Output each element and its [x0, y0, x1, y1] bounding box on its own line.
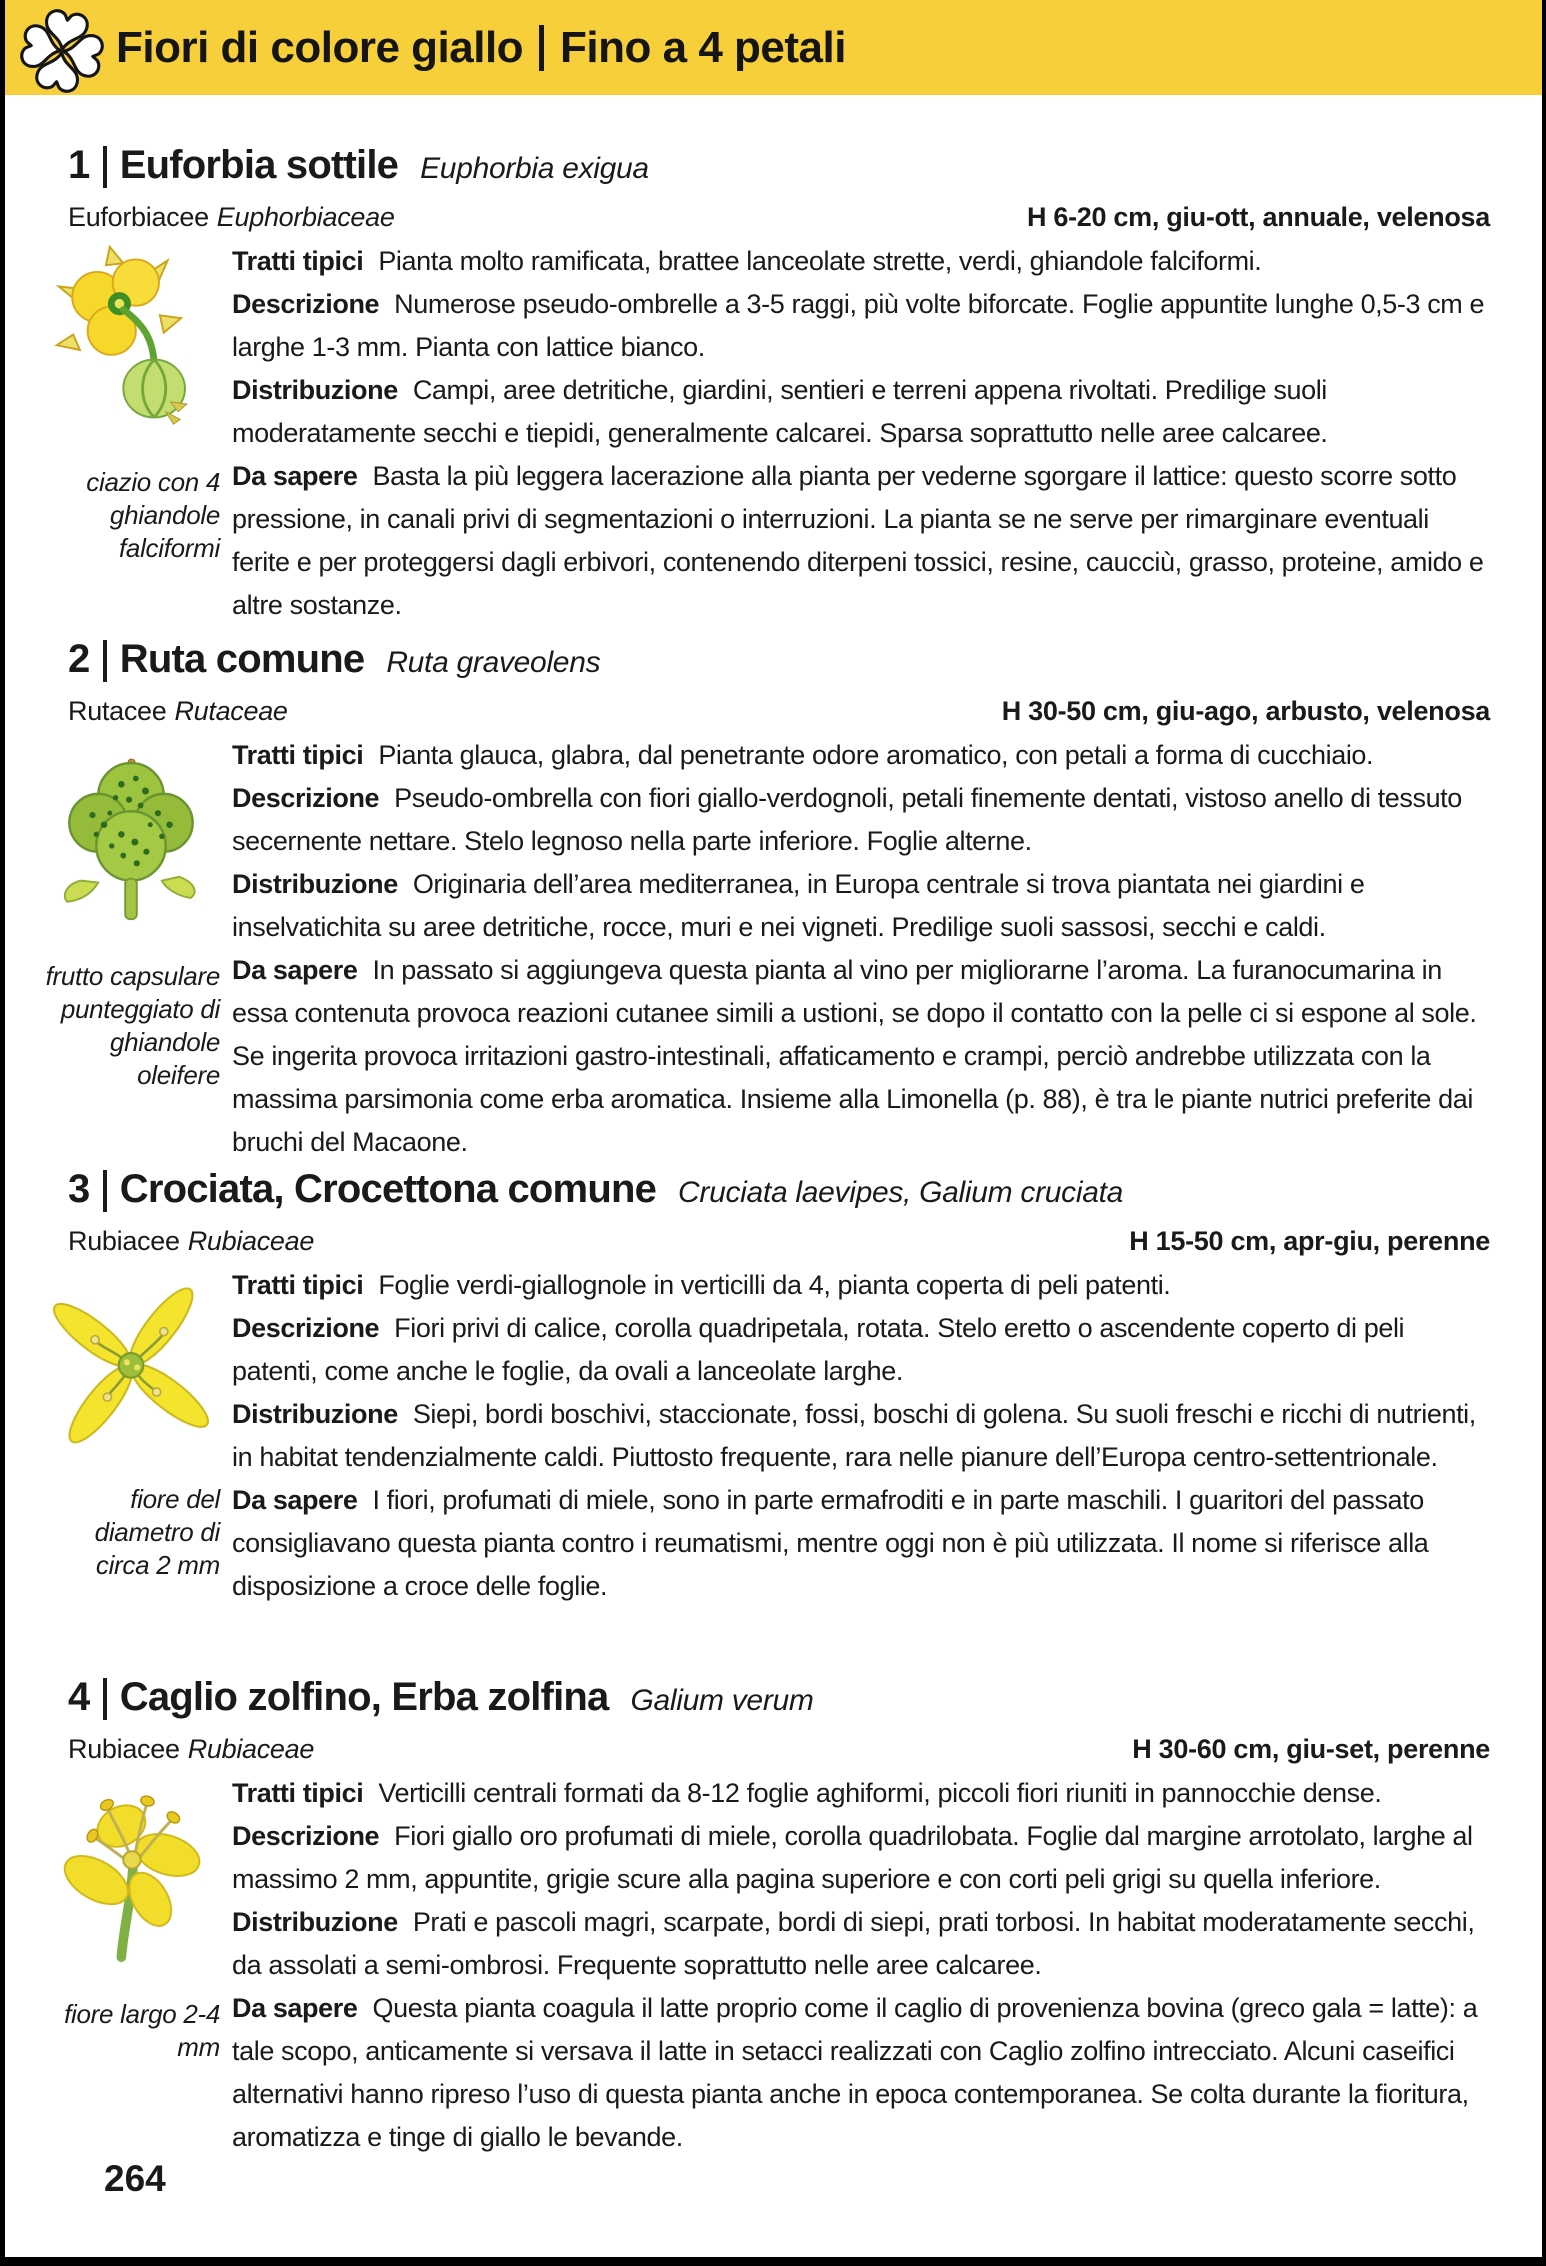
- paragraph-label: Da sapere: [232, 955, 358, 985]
- family-italian: Rutacee: [68, 696, 167, 726]
- paragraph-label: Distribuzione: [232, 375, 398, 405]
- paragraph-text: Fiori privi di calice, corolla quadripetala, rotata. Stelo eretto o ascendente coperto di peli patenti, come anche le foglie, da ovali a lanceolate larghe.: [232, 1313, 1405, 1386]
- paragraph-tratti-tipici: [232, 1264, 1490, 1307]
- entry-number-separator: [103, 146, 107, 188]
- entry-info: H 30-50 cm, giu-ago, arbusto, velenosa: [1001, 696, 1490, 726]
- entry-title: [68, 632, 1490, 690]
- paragraph-tratti-tipici: [232, 734, 1490, 777]
- scientific-name: Galium verum: [630, 1684, 814, 1717]
- paragraph-text: I fiori, profumati di miele, sono in parte ermafroditi e in parte maschili. I guaritori del passato consigliavano questa pianta contro i reumatismi, mentre oggi non è più utilizzata. Il nome si riferisce alla disposizione a croce delle foglie.: [232, 1485, 1429, 1601]
- paragraph-da-sapere: [232, 1987, 1490, 2159]
- entry-head: [40, 138, 1490, 238]
- paragraph-descrizione: [232, 1307, 1490, 1393]
- family-row: [68, 1220, 1490, 1262]
- paragraph-text: In passato si aggiungeva questa pianta al vino per migliorarne l’aroma. La furanocumarina in essa contenuta provoca reazioni cutanee simili a ustioni, se dopo il contatto con la pelle ci si espone al sole. Se ingerita provoca irritazioni gastro-intestinali, affaticamento e crampi, perciò andrebbe utilizzata con la massima parsimonia come erba aromatica. Insieme alla Limonella (p. 88), è tra le piante nutrici preferite dai bruchi del Macaone.: [232, 955, 1477, 1157]
- entry-name: Caglio zolfino, Erba zolfina: [119, 1675, 609, 1719]
- paragraph-text: Numerose pseudo-ombrelle a 3-5 raggi, più volte biforcate. Foglie appuntite lunghe 0,5-3 cm e larghe 1-3 mm. Pianta con lattice bianco.: [232, 289, 1485, 362]
- entry-number-separator: [103, 1678, 107, 1720]
- figure-caption: frutto capsulare punteggiato di ghiandole oleifere: [45, 961, 220, 1090]
- entry-euforbia-sottile: [40, 138, 1490, 627]
- figure-column: [40, 1264, 232, 1608]
- entry-head: [40, 632, 1490, 732]
- entry-number-separator: [103, 1170, 107, 1212]
- paragraph-da-sapere: [232, 455, 1490, 627]
- paragraph-descrizione: [232, 283, 1490, 369]
- illustration-crociata-flower: [49, 1268, 213, 1473]
- illustration-caglio-flower: [49, 1776, 213, 1988]
- entry-body: [40, 1772, 1490, 2159]
- figure-caption: ciazio con 4 ghiandole falciformi: [86, 467, 220, 563]
- entry-body: [40, 734, 1490, 1164]
- entry-head: [40, 1670, 1490, 1770]
- paragraph-text: Pianta molto ramificata, brattee lanceolate strette, verdi, ghiandole falciformi.: [378, 246, 1262, 276]
- entry-number: 4: [68, 1675, 90, 1719]
- figure-column: [40, 734, 232, 1164]
- paragraph-label: Tratti tipici: [232, 1778, 364, 1808]
- paragraph-text: Siepi, bordi boschivi, staccionate, fossi, boschi di golena. Su suoli freschi e ricchi di nutrienti, in habitat tendenzialmente caldi. Piuttosto frequente, rara nelle pianure dell’Europa centro-settentrionale.: [232, 1399, 1476, 1472]
- entry-body: [40, 240, 1490, 627]
- entry-number: 1: [68, 143, 90, 187]
- paragraph-text: Prati e pascoli magri, scarpate, bordi di siepi, prati torbosi. In habitat moderatamente secchi, da assolati a semi-ombrosi. Frequente soprattutto nelle aree calcaree.: [232, 1907, 1475, 1980]
- family-italian: Rubiacee: [68, 1734, 180, 1764]
- family-row: [68, 1728, 1490, 1770]
- entry-caglio-zolfino: [40, 1670, 1490, 2159]
- family-latin: Euphorbiaceae: [216, 202, 395, 232]
- page-edge-left: [0, 0, 5, 2266]
- paragraph-label: Distribuzione: [232, 1907, 398, 1937]
- four-petal-clover-icon: [16, 5, 108, 97]
- family-italian: Rubiacee: [68, 1226, 180, 1256]
- paragraph-label: Tratti tipici: [232, 1270, 364, 1300]
- family-italian: Euforbiacee: [68, 202, 209, 232]
- illustration-euforbia-cyathium: [49, 244, 213, 456]
- entry-title: [68, 138, 1490, 196]
- entry-title: [68, 1162, 1490, 1220]
- figure-caption: fiore largo 2-4 mm: [64, 1999, 220, 2062]
- entry-name: Euforbia sottile: [119, 143, 399, 187]
- entry-head: [40, 1162, 1490, 1262]
- text-column: [232, 1772, 1490, 2159]
- scientific-name: Euphorbia exigua: [420, 152, 649, 185]
- illustration-ruta-capsule: [49, 738, 213, 950]
- paragraph-label: Distribuzione: [232, 869, 398, 899]
- family-latin: Rubiaceae: [187, 1734, 315, 1764]
- figure-column: [40, 240, 232, 627]
- paragraph-da-sapere: [232, 1479, 1490, 1608]
- page-title-right: Fino a 4 petali: [560, 22, 846, 72]
- page-edge-right: [1542, 0, 1546, 2266]
- scientific-name: Ruta graveolens: [386, 646, 601, 679]
- paragraph-da-sapere: [232, 949, 1490, 1164]
- page-number: 264: [104, 2158, 166, 2199]
- entry-crociata: [40, 1162, 1490, 1608]
- entry-number: 3: [68, 1167, 90, 1211]
- paragraph-text: Campi, aree detritiche, giardini, sentieri e terreni appena rivoltati. Predilige suoli moderatamente secchi e tiepidi, generalmente calcarei. Sparsa soprattutto nelle aree calcaree.: [232, 375, 1328, 448]
- family-name: [68, 690, 288, 732]
- paragraph-label: Da sapere: [232, 461, 358, 491]
- family-name: [68, 1220, 314, 1262]
- paragraph-text: Questa pianta coagula il latte proprio come il caglio di provenienza bovina (greco gala = latte): a tale scopo, anticamente si versava il latte in setacci realizzati con Caglio zolfino intrecciato. Alcuni caseifici alternativi hanno ripreso l’uso di questa pianta anche in epoca contemporanea. Se colta durante la fioritura, aromatizza e tinge di giallo le bevande.: [232, 1993, 1478, 2152]
- paragraph-distribuzione: [232, 1393, 1490, 1479]
- figure-caption: fiore del diametro di circa 2 mm: [94, 1484, 220, 1580]
- paragraph-tratti-tipici: [232, 240, 1490, 283]
- paragraph-descrizione: [232, 777, 1490, 863]
- entry-body: [40, 1264, 1490, 1608]
- paragraph-label: Da sapere: [232, 1993, 358, 2023]
- paragraph-label: Tratti tipici: [232, 740, 364, 770]
- paragraph-distribuzione: [232, 369, 1490, 455]
- paragraph-text: Verticilli centrali formati da 8-12 foglie aghiformi, piccoli fiori riuniti in pannocchie dense.: [378, 1778, 1382, 1808]
- paragraph-descrizione: [232, 1815, 1490, 1901]
- family-row: [68, 690, 1490, 732]
- paragraph-label: Descrizione: [232, 783, 380, 813]
- page-title: [116, 23, 846, 73]
- entry-info: H 6-20 cm, giu-ott, annuale, velenosa: [1026, 202, 1490, 232]
- entry-number: 2: [68, 637, 90, 681]
- text-column: [232, 734, 1490, 1164]
- header-bar: [0, 0, 1546, 95]
- entry-name: Crociata, Crocettona comune: [119, 1167, 657, 1211]
- entry-number-separator: [103, 640, 107, 682]
- paragraph-label: Descrizione: [232, 289, 380, 319]
- family-name: [68, 196, 395, 238]
- family-latin: Rutaceae: [174, 696, 288, 726]
- paragraph-distribuzione: [232, 1901, 1490, 1987]
- paragraph-text: Pseudo-ombrella con fiori giallo-verdognoli, petali finemente dentati, vistoso anello di tessuto secernente nettare. Stelo legnoso nella parte inferiore. Foglie alterne.: [232, 783, 1462, 856]
- title-separator: [539, 25, 544, 71]
- paragraph-label: Distribuzione: [232, 1399, 398, 1429]
- entry-ruta-comune: [40, 632, 1490, 1164]
- paragraph-text: Foglie verdi-giallognole in verticilli da 4, pianta coperta di peli patenti.: [378, 1270, 1171, 1300]
- entry-title: [68, 1670, 1490, 1728]
- paragraph-label: Da sapere: [232, 1485, 358, 1515]
- text-column: [232, 1264, 1490, 1608]
- paragraph-tratti-tipici: [232, 1772, 1490, 1815]
- paragraph-text: Basta la più leggera lacerazione alla pianta per vederne sgorgare il lattice: questo scorre sotto pressione, in canali privi di segmentazioni o interruzioni. La pianta se ne serve per rimarginare eventuali ferite e per proteggersi dagli erbivori, contenendo diterpeni tossici, resine, caucciù, grasso, proteine, amido e altre sostanze.: [232, 461, 1484, 620]
- family-row: [68, 196, 1490, 238]
- figure-column: [40, 1772, 232, 2159]
- paragraph-distribuzione: [232, 863, 1490, 949]
- paragraph-text: Fiori giallo oro profumati di miele, corolla quadrilobata. Foglie dal margine arrotolato, larghe al massimo 2 mm, appuntite, grigie scure alla pagina superiore e con corti peli grigi su quella inferiore.: [232, 1821, 1473, 1894]
- paragraph-text: Pianta glauca, glabra, dal penetrante odore aromatico, con petali a forma di cucchiaio.: [378, 740, 1374, 770]
- entry-name: Ruta comune: [119, 637, 365, 681]
- scientific-name: Cruciata laevipes, Galium cruciata: [678, 1176, 1124, 1209]
- page-edge-bottom: [0, 2257, 1546, 2266]
- paragraph-label: Descrizione: [232, 1821, 380, 1851]
- paragraph-label: Descrizione: [232, 1313, 380, 1343]
- paragraph-text: Originaria dell’area mediterranea, in Europa centrale si trova piantata nei giardini e inselvatichita su aree detritiche, rocce, muri e nei vigneti. Predilige suoli sassosi, secchi e caldi.: [232, 869, 1365, 942]
- paragraph-label: Tratti tipici: [232, 246, 364, 276]
- family-latin: Rubiaceae: [187, 1226, 315, 1256]
- entry-info: H 15-50 cm, apr-giu, perenne: [1129, 1226, 1490, 1256]
- family-name: [68, 1728, 314, 1770]
- entry-info: H 30-60 cm, giu-set, perenne: [1132, 1734, 1490, 1764]
- text-column: [232, 240, 1490, 627]
- page-title-left: Fiori di colore giallo: [116, 22, 524, 72]
